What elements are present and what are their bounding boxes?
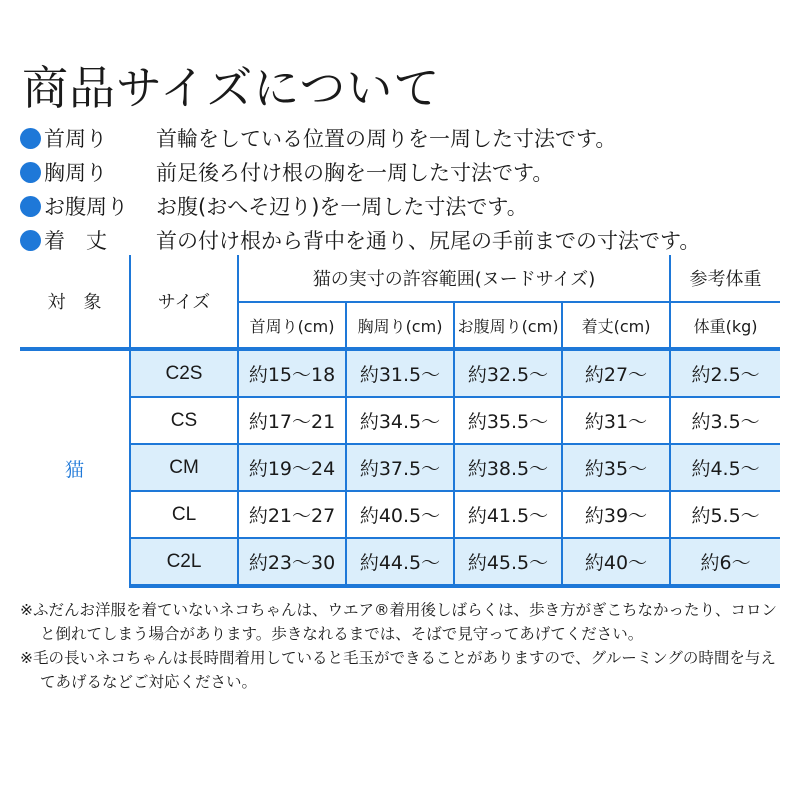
bullet-icon (20, 162, 41, 183)
table-row (20, 444, 780, 491)
bullet-icon (20, 196, 41, 217)
note-item: ※毛の長いネコちゃんは長時間着用していると毛玉ができることがありますので、グルーミングの時間を与えてあげるなどご対応ください。 (20, 649, 776, 691)
belly-value: 約35.5～ (454, 397, 562, 444)
chest-value: 約40.5～ (346, 491, 454, 538)
weight-value: 約6～ (670, 538, 780, 586)
definition-description: お腹(おへそ辺り)を一周した寸法です。 (156, 195, 528, 219)
header-reference-weight: 参考体重 (670, 255, 780, 302)
header-weight: 体重(kg) (670, 302, 780, 349)
length-value: 約31～ (562, 397, 670, 444)
size-label: CM (130, 444, 238, 491)
table-row (20, 349, 780, 397)
definition-chest (20, 155, 700, 189)
table-row (20, 397, 780, 444)
header-chest: 胸周り(cm) (346, 302, 454, 349)
definition-term: お腹周り (44, 195, 128, 219)
header-size: サイズ (130, 255, 238, 349)
length-value: 約27～ (562, 349, 670, 397)
chest-value: 約37.5～ (346, 444, 454, 491)
length-value: 約39～ (562, 491, 670, 538)
belly-value: 約41.5～ (454, 491, 562, 538)
belly-value: 約38.5～ (454, 444, 562, 491)
neck-value: 約23～30 (238, 538, 346, 586)
table-row (20, 491, 780, 538)
header-length: 着丈(cm) (562, 302, 670, 349)
weight-value: 約4.5～ (670, 444, 780, 491)
bullet-icon (20, 230, 41, 251)
definition-description: 首輪をしている位置の周りを一周した寸法です。 (156, 127, 617, 151)
page-title: 商品サイズについて (22, 61, 441, 115)
size-label: CS (130, 397, 238, 444)
measurement-definitions (20, 121, 700, 257)
length-value: 約40～ (562, 538, 670, 586)
size-label: C2S (130, 349, 238, 397)
neck-value: 約21～27 (238, 491, 346, 538)
definition-term: 胸周り (44, 161, 107, 185)
neck-value: 約17～21 (238, 397, 346, 444)
size-label: CL (130, 491, 238, 538)
definition-term: 首周り (44, 127, 107, 151)
neck-value: 約15～18 (238, 349, 346, 397)
definition-term: 着 丈 (44, 229, 107, 253)
weight-value: 約5.5～ (670, 491, 780, 538)
chest-value: 約44.5～ (346, 538, 454, 586)
size-label: C2L (130, 538, 238, 586)
belly-value: 約32.5～ (454, 349, 562, 397)
belly-value: 約45.5～ (454, 538, 562, 586)
neck-value: 約19～24 (238, 444, 346, 491)
definition-description: 前足後ろ付け根の胸を一周した寸法です。 (156, 161, 554, 185)
size-table (20, 255, 780, 588)
weight-value: 約3.5～ (670, 397, 780, 444)
header-neck: 首周り(cm) (238, 302, 346, 349)
bullet-icon (20, 128, 41, 149)
definition-belly (20, 189, 700, 223)
notes (20, 598, 780, 694)
header-belly: お腹周り(cm) (454, 302, 562, 349)
definition-length (20, 223, 700, 257)
chest-value: 約31.5～ (346, 349, 454, 397)
definition-neck (20, 121, 700, 155)
definition-description: 首の付け根から背中を通り、尻尾の手前までの寸法です。 (156, 229, 701, 253)
header-target: 対 象 (47, 292, 102, 313)
weight-value: 約2.5～ (670, 349, 780, 397)
target-cat: 猫 (20, 349, 130, 586)
length-value: 約35～ (562, 444, 670, 491)
note-item: ※ふだんお洋服を着ていないネコちゃんは、ウエア®着用後しばらくは、歩き方がぎこちなかったり、コロンと倒れてしまう場合があります。歩きなれるまでは、そばで見守ってあげてください。 (20, 601, 777, 643)
chest-value: 約34.5～ (346, 397, 454, 444)
table-row (20, 538, 780, 586)
header-nude-size: 猫の実寸の許容範囲(ヌードサイズ) (238, 255, 670, 302)
